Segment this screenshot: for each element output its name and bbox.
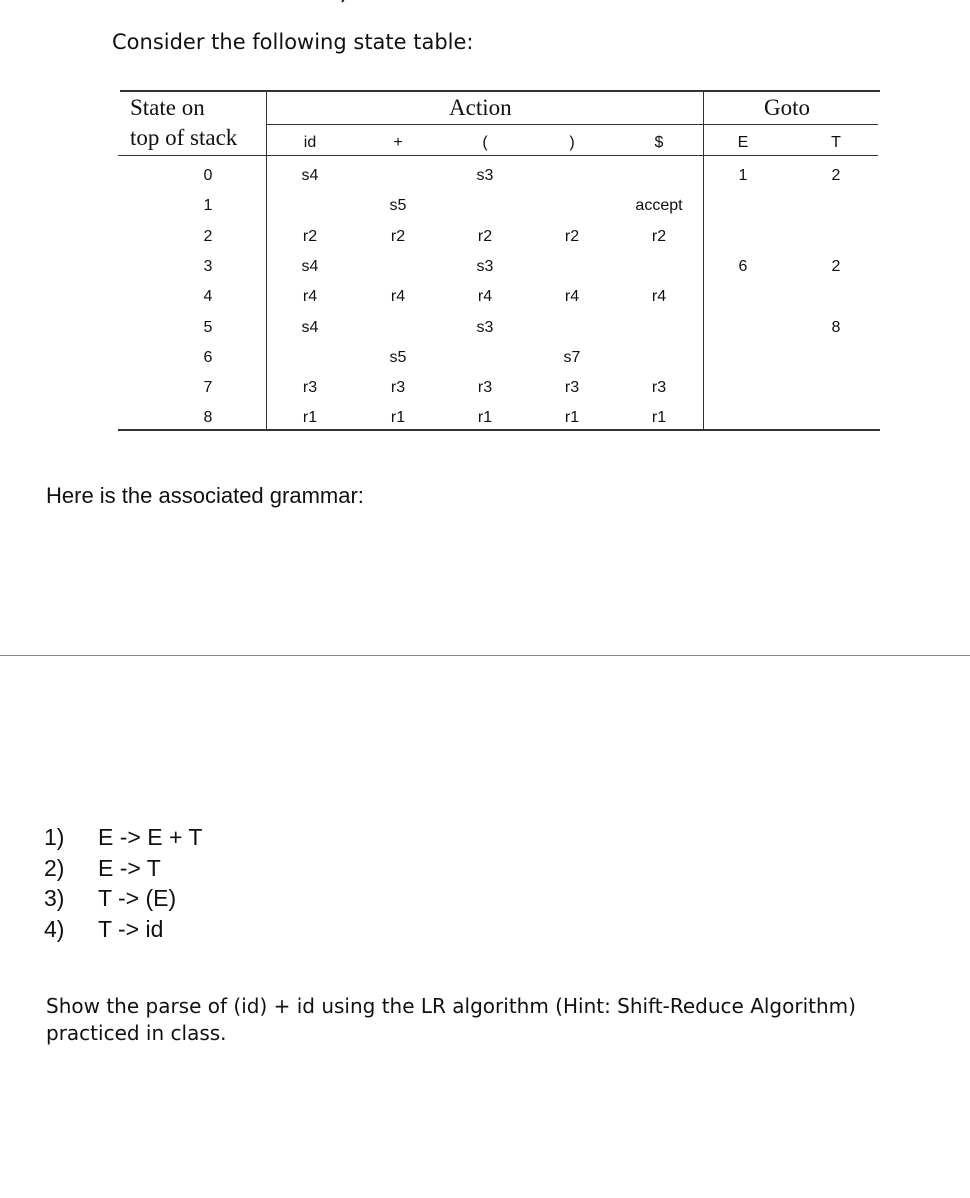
table-cell: r4 bbox=[390, 288, 406, 306]
table-cell: r3 bbox=[390, 379, 406, 397]
table-cell: s4 bbox=[301, 167, 319, 184]
table-cell: r1 bbox=[564, 409, 580, 427]
state-cell: 3 bbox=[203, 257, 213, 275]
col-goto-e-header: E bbox=[737, 134, 749, 151]
table-cell: r4 bbox=[302, 288, 318, 306]
table-top-rule bbox=[120, 90, 880, 92]
table-cell: s4 bbox=[301, 257, 319, 275]
grammar-list bbox=[44, 822, 202, 944]
grammar-intro: Here is the associated grammar: bbox=[46, 483, 364, 508]
col-goto-t-header: T bbox=[831, 134, 841, 151]
table-cell: r2 bbox=[651, 227, 667, 245]
question-intro: Consider the following state table: bbox=[112, 30, 474, 54]
table-cell: s5 bbox=[389, 348, 407, 366]
state-table bbox=[118, 87, 880, 432]
table-cell: r3 bbox=[564, 379, 580, 397]
table-cell: 2 bbox=[831, 257, 841, 275]
grammar-rule-text: E -> T bbox=[98, 854, 161, 881]
grammar-rule bbox=[44, 914, 202, 945]
state-cell: 5 bbox=[203, 318, 213, 336]
table-cell: r2 bbox=[477, 227, 493, 245]
table-cell: 8 bbox=[831, 318, 841, 336]
table-cell: r3 bbox=[477, 379, 493, 397]
table-bottom-rule bbox=[118, 429, 880, 431]
table-cell: s4 bbox=[301, 318, 319, 336]
table-cell: r2 bbox=[564, 227, 580, 245]
goto-header: Goto bbox=[764, 95, 810, 120]
table-cell: r1 bbox=[390, 409, 406, 427]
state-cell: 6 bbox=[203, 348, 213, 366]
table-cell: r4 bbox=[477, 288, 493, 306]
grammar-rule-number: 1) bbox=[44, 824, 65, 850]
grammar-rule bbox=[44, 822, 202, 853]
cropped-heading-fragment bbox=[160, 0, 360, 6]
state-cell: 7 bbox=[203, 379, 213, 397]
table-cell: r2 bbox=[390, 227, 406, 245]
table-cell: 2 bbox=[831, 167, 841, 184]
grammar-rule bbox=[44, 853, 202, 884]
state-cell: 1 bbox=[203, 197, 213, 215]
table-cell: r4 bbox=[651, 288, 667, 306]
table-cell: s7 bbox=[563, 348, 581, 366]
subheader-rule-goto bbox=[704, 124, 878, 125]
table-cell: r2 bbox=[302, 227, 318, 245]
table-cell: s3 bbox=[476, 257, 494, 275]
grammar-rule-text: T -> id bbox=[98, 915, 164, 942]
grammar-rule-text: E -> E + T bbox=[98, 824, 203, 850]
state-header-line2: top of stack bbox=[130, 125, 238, 150]
task-instructions: Show the parse of (id) + id using the LR algorithm (Hint: Shift-Reduce Algorithm) practiced in class. bbox=[46, 994, 856, 1045]
grammar-rule-text: T -> (E) bbox=[98, 885, 177, 911]
table-cell: s5 bbox=[389, 197, 407, 215]
grammar-rule-number: 4) bbox=[44, 915, 65, 942]
table-cell: accept bbox=[635, 197, 683, 215]
state-cell: 4 bbox=[203, 288, 213, 306]
col-plus-header: + bbox=[393, 134, 403, 151]
table-cell: r1 bbox=[302, 409, 318, 427]
state-cell: 8 bbox=[203, 409, 213, 427]
col-sep-goto bbox=[703, 91, 704, 429]
state-cell: 2 bbox=[203, 227, 213, 245]
header-bottom-rule bbox=[118, 155, 878, 156]
grammar-rule-number: 2) bbox=[44, 854, 65, 881]
state-header: State on bbox=[130, 95, 205, 120]
table-cell: s3 bbox=[476, 167, 494, 184]
table-cell: 1 bbox=[738, 167, 748, 184]
col-lparen-header: ( bbox=[482, 134, 488, 151]
table-cell: s3 bbox=[476, 318, 494, 336]
grammar-rule bbox=[44, 883, 202, 914]
table-cell: 6 bbox=[738, 257, 748, 275]
subheader-rule-action bbox=[266, 124, 706, 125]
col-sep-state bbox=[266, 91, 267, 429]
grammar-rule-number: 3) bbox=[44, 885, 65, 911]
table-cell: r3 bbox=[302, 379, 318, 397]
col-dollar-header: $ bbox=[654, 134, 664, 151]
state-cell: 0 bbox=[203, 167, 213, 184]
action-header: Action bbox=[449, 95, 512, 120]
table-cell: r1 bbox=[651, 409, 667, 427]
col-rparen-header: ) bbox=[569, 134, 575, 151]
table-cell: r1 bbox=[477, 409, 493, 427]
page-divider bbox=[0, 655, 970, 656]
table-cell: r3 bbox=[651, 379, 667, 397]
table-cell: r4 bbox=[564, 288, 580, 306]
col-id-header: id bbox=[303, 134, 317, 151]
